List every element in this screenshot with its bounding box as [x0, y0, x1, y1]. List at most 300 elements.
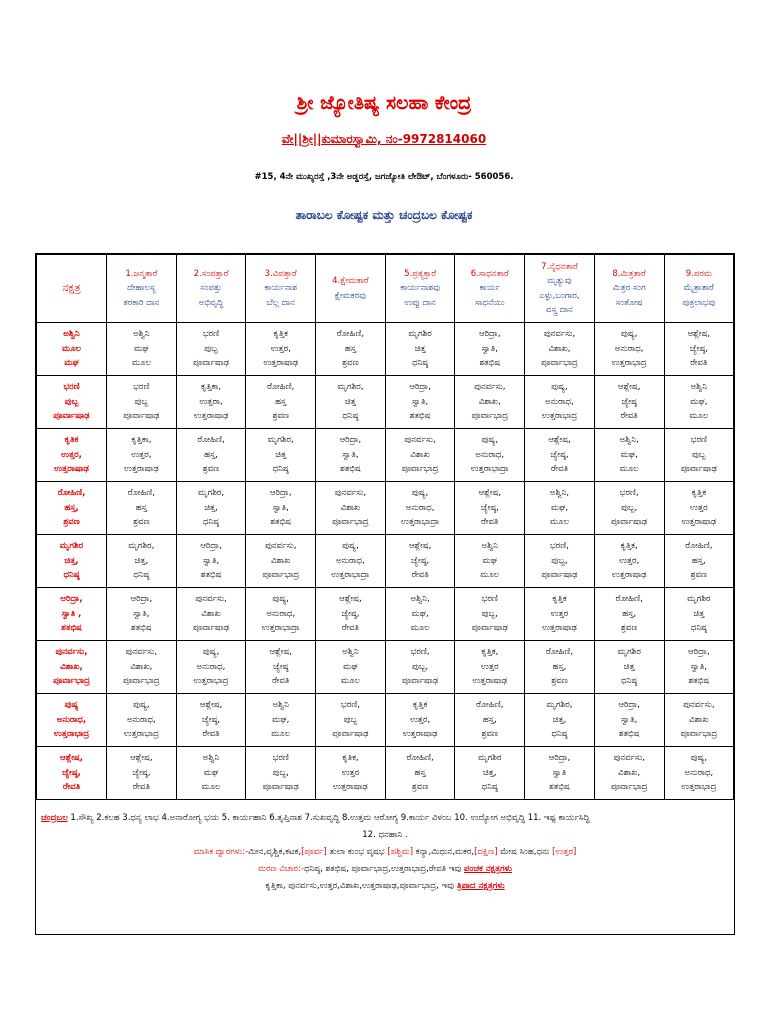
- cell-nakshatra: ಸ್ವಾತಿ: [552, 767, 567, 778]
- cell-nakshatra: ಶತಭಿಷ: [549, 782, 570, 793]
- table-row: [37, 482, 734, 535]
- table-cell: [664, 641, 734, 694]
- cell-nakshatra: ಪುನರ್ವಸು,: [334, 488, 367, 499]
- cell-nakshatra: ಶ್ರವಣ: [620, 623, 638, 634]
- tara-description: ಉಪ್ಪು ದಾನ: [404, 297, 436, 308]
- table-cell: [246, 641, 316, 694]
- cell-nakshatra: ಪುನರ್ವಸು,: [265, 541, 297, 552]
- tara-column-header: [594, 255, 664, 323]
- cell-nakshatra: ಮೂಲ: [480, 570, 500, 581]
- cell-nakshatra: ಶತಭಿಷ: [618, 729, 640, 740]
- table-row: [37, 588, 734, 641]
- table-cell: [246, 535, 316, 588]
- cell-nakshatra: ಮೃಗಶಿರ: [478, 753, 502, 764]
- table-cell: [664, 747, 734, 800]
- tara-column-header: [455, 255, 525, 323]
- cell-nakshatra: ಜ್ಯೇಷ್ಠ,: [201, 714, 221, 725]
- tara-name: 6.ಸಾಧನತಾರೆ: [470, 268, 509, 279]
- tara-description: ಸಂಪತ್ತು: [200, 283, 222, 294]
- cell-nakshatra: ಅಶ್ವಿನಿ: [690, 382, 708, 393]
- cell-nakshatra: ರೋಹಿಣಿ,: [545, 647, 574, 658]
- tripada-line: [36, 878, 734, 895]
- table-cell: [594, 641, 664, 694]
- cell-nakshatra: ಶತಭಿಷ: [131, 623, 152, 634]
- table-cell: [316, 376, 386, 429]
- cell-nakshatra: ಕೃತ್ತಿಕ: [273, 329, 288, 340]
- cell-nakshatra: ಉತ್ತರಾಭಾದ್ರಾ: [331, 570, 370, 581]
- contact-line: [0, 132, 768, 147]
- cell-nakshatra: ಅಶ್ವಿನಿ: [481, 541, 499, 552]
- nakshatra-name: ಕೃತಿಕ: [64, 435, 79, 446]
- cell-nakshatra: ಉತ್ತರಾಭಾದ್ರ: [123, 729, 159, 740]
- cell-nakshatra: ಪುನರ್ವಸು,: [125, 647, 158, 658]
- cell-nakshatra: ರೇವತಿ: [481, 517, 499, 528]
- cell-nakshatra: ಉತ್ತರಾಷಾಢ: [193, 411, 229, 422]
- cell-nakshatra: ಸ್ವಾತಿ,: [481, 343, 498, 354]
- cell-nakshatra: ಪೂರ್ವಾಷಾಢ: [680, 464, 717, 475]
- cell-nakshatra: ಕೃತ್ತಿಕಾ,: [200, 382, 222, 393]
- chandrabala-label: ಚಂದ್ರಬಲ: [41, 813, 68, 823]
- cell-nakshatra: ಅಶ್ವಿನಿ: [133, 329, 150, 340]
- masa-west: [ಪಶ್ಚಿಮ]: [387, 847, 414, 857]
- cell-nakshatra: ಪೂರ್ವಾಭಾದ್ರ: [332, 517, 369, 528]
- tara-name: 9.ಪರಮ: [685, 268, 712, 279]
- cell-nakshatra: ಮಘ: [203, 767, 219, 778]
- table-row: [37, 694, 734, 747]
- cell-nakshatra: ಆರಿದ್ರಾ,: [478, 329, 501, 340]
- nakshatra-name: ಮೃಗಶಿರ: [59, 541, 84, 552]
- cell-nakshatra: ಪುಷ್ಯ,: [481, 435, 499, 446]
- cell-nakshatra: ಚಿತ್ತ: [275, 449, 287, 460]
- cell-nakshatra: ಉತ್ತರ: [690, 502, 708, 513]
- cell-nakshatra: ಪುಬ್ಬ: [692, 449, 706, 460]
- cell-nakshatra: ಪೂರ್ವಾಷಾಢ: [192, 623, 230, 634]
- tara-name: 3.ವಿಪತ್ತಾರೆ: [264, 268, 297, 279]
- cell-nakshatra: ಸ್ವಾತಿ,: [202, 555, 220, 566]
- cell-nakshatra: ಕೃತ್ತಿಕ,: [481, 647, 499, 658]
- cell-nakshatra: ಸ್ವಾತಿ,: [690, 661, 707, 672]
- cell-nakshatra: ಪೂರ್ವಾಭಾದ್ರ: [471, 411, 509, 422]
- cell-nakshatra: ಉತ್ತರಾಷಾಢ: [611, 570, 647, 581]
- cell-nakshatra: ಮಘ: [343, 661, 358, 672]
- cell-nakshatra: ಪುಷ್ಯ,: [690, 753, 708, 764]
- cell-nakshatra: ಪೂರ್ವಾಷಾಢ: [332, 729, 369, 740]
- cell-nakshatra: ಮಘ,: [411, 608, 429, 619]
- cell-nakshatra: ಧನಿಷ್ಠ: [481, 782, 498, 793]
- table-cell: [525, 323, 595, 376]
- cell-nakshatra: ಧನಿಷ್ಠ: [412, 358, 429, 369]
- cell-nakshatra: ಪೂರ್ವಾಷಾಢ: [123, 411, 160, 422]
- table-cell: [594, 323, 664, 376]
- nakshatra-row-header: [37, 588, 107, 641]
- tara-description: ಕ್ಷೇಮಕರವು: [334, 290, 367, 301]
- table-cell: [107, 429, 177, 482]
- table-cell: [455, 641, 525, 694]
- table-cell: [664, 429, 734, 482]
- table-cell: [107, 323, 177, 376]
- tara-description: ಮೈತ್ರಾತಾರೆ: [683, 283, 714, 294]
- cell-nakshatra: ರೇವತಿ: [411, 570, 429, 581]
- table-cell: [594, 694, 664, 747]
- tripada-text: ಕೃತ್ತಿಕಾ, ಪುನರ್ವಸು,ಉತ್ತರ,ವಿಶಾಖ,ಉತ್ತರಾಷಾಢ,ಪೂರ್ವಾಭಾದ್ರ, ಇವು: [265, 881, 457, 891]
- table-cell: [316, 482, 386, 535]
- cell-nakshatra: ಆರಿದ್ರಾ,: [200, 541, 222, 552]
- table-cell: [594, 535, 664, 588]
- cell-nakshatra: ರೇವತಿ: [550, 464, 569, 475]
- cell-nakshatra: ಜ್ಯೇಷ್ಠ,: [550, 449, 569, 460]
- table-cell: [525, 535, 595, 588]
- table-cell: [455, 376, 525, 429]
- cell-nakshatra: ಧನಿಷ್ಠ: [272, 464, 289, 475]
- cell-nakshatra: ಹಸ್ತ: [135, 502, 147, 513]
- cell-nakshatra: ವಿಶಾಖ,: [618, 767, 641, 778]
- cell-nakshatra: ಹಸ್ತ,: [482, 714, 497, 725]
- cell-nakshatra: ಅಶ್ವಿನಿ: [202, 753, 220, 764]
- cell-nakshatra: ಪುಷ್ಯ,: [620, 329, 638, 340]
- cell-nakshatra: ಪೂರ್ವಾಭಾದ್ರ: [262, 570, 300, 581]
- cell-nakshatra: ಪುನರ್ವಸು,: [404, 435, 436, 446]
- table-cell: [455, 535, 525, 588]
- table-cell: [664, 694, 734, 747]
- nakshatra-row-header: [37, 535, 107, 588]
- cell-nakshatra: ಪುಬ್ಬ,: [551, 555, 568, 566]
- cell-nakshatra: ರೋಹಿಣಿ,: [336, 329, 365, 340]
- chandrabala-text: 1.ಸೌಖ್ಯ 2.ಕಲಹ 3.ಧನ್ಯ ಲಾಭ 4.ಅನಾರೋಗ್ಯ ಭಯ 5. ಕಾರ್ಯಹಾನಿ 6.ತೃಪ್ತಿನಾಶ 7.ಸುಖವೃದ್ಧಿ 8.ಉತ್ತಮ ಆರೋಗ್ಯ 9.ಕಾರ್ಯ ವಿಳಂಬ 10. ಉದ್ಯೋಗ ಅಭಿವೃದ್ಧಿ 11. ಇಷ್ಟ ಕಾರ್ಯಸಿದ್ಧಿ: [67, 813, 590, 823]
- cell-nakshatra: ಜ್ಯೇಷ್ಠ,: [689, 343, 708, 354]
- nakshatra-name: ಶ್ರವಣ: [63, 517, 80, 528]
- table-cell: [176, 323, 246, 376]
- table-row: [37, 641, 734, 694]
- tara-column-header: [176, 255, 246, 323]
- cell-nakshatra: ವಿಶಾಖ,: [478, 396, 501, 407]
- cell-nakshatra: ಉತ್ತರಾಷಾಢ: [333, 782, 368, 793]
- masa-part-4: ಮೇಷ ಸಿಂಹ,ಧನು: [497, 847, 553, 857]
- cell-nakshatra: ಉತ್ತರ: [341, 767, 360, 778]
- table-cell: [107, 376, 177, 429]
- cell-nakshatra: ಭರಣಿ,: [549, 541, 569, 552]
- tara-description: ಮಿತ್ರರ ಸಂಗ: [612, 283, 646, 294]
- cell-nakshatra: ಅನುರಾಧ,: [614, 343, 644, 354]
- nakshatra-name: ಆಶ್ಲೇಷ,: [59, 753, 84, 764]
- cell-nakshatra: ಉತ್ತರ,: [270, 343, 291, 354]
- nakshatra-name: ಸ್ವಾತಿ ,: [61, 608, 82, 619]
- cell-nakshatra: ಭರಣಿ: [133, 382, 150, 393]
- table-cell: [107, 535, 177, 588]
- cell-nakshatra: ರೇವತಿ: [620, 411, 638, 422]
- table-cell: [176, 376, 246, 429]
- table-cell: [176, 588, 246, 641]
- nakshatra-name: ಪುಬ್ಬ: [64, 396, 79, 407]
- cell-nakshatra: ಹಸ್ತ,: [622, 608, 637, 619]
- tara-description: ಬೆಲ್ಲ ದಾನ: [266, 297, 295, 308]
- table-cell: [525, 482, 595, 535]
- tara-name: 8.ಮಿತ್ರತಾರೆ: [612, 268, 646, 279]
- cell-nakshatra: ಮೂಲ: [549, 517, 569, 528]
- cell-nakshatra: ಉತ್ತರಾಷಾಢ: [472, 676, 508, 687]
- cell-nakshatra: ಪುಬ್ಬ: [134, 396, 149, 407]
- table-cell: [176, 535, 246, 588]
- cell-nakshatra: ಶತಭಿಷ: [479, 358, 501, 369]
- cell-nakshatra: ಜ್ಯೇಷ್ಠ,: [132, 767, 151, 778]
- table-cell: [316, 694, 386, 747]
- cell-nakshatra: ರೋಹಿಣಿ,: [197, 435, 225, 446]
- cell-nakshatra: ರೋಹಿಣಿ,: [685, 541, 713, 552]
- cell-nakshatra: ಪುನರ್ವಸು,: [613, 753, 645, 764]
- cell-nakshatra: ಪುಷ್ಯ,: [272, 594, 289, 605]
- tara-description: ಅಭಿವೃದ್ಧಿ: [198, 297, 224, 308]
- table-cell: [594, 429, 664, 482]
- cell-nakshatra: ಮಘ: [482, 555, 498, 566]
- table-row: [37, 376, 734, 429]
- table-cell: [246, 429, 316, 482]
- masa-south: [ದಕ್ಷಿಣ]: [474, 847, 498, 857]
- cell-nakshatra: ಸ್ವಾತಿ,: [133, 608, 150, 619]
- nakshatra-row-header: [37, 482, 107, 535]
- cell-nakshatra: ಉತ್ತರಾಭಾದ್ರ: [611, 358, 647, 369]
- address-line: #15, 4ನೇ ಮುಖ್ಯರಸ್ತೆ ,3ನೇ ಅಡ್ಡರಸ್ತೆ, ಜಗಜ್ಯೋತಿ ಲೇಔಟ್, ಬೆಂಗಳೂರು- 560056.: [254, 172, 514, 182]
- cell-nakshatra: ಅಶ್ವಿನಿ,: [410, 594, 430, 605]
- tara-description: ಕಾರ್ಯ: [479, 283, 500, 294]
- cell-nakshatra: ಆರಿದ್ರಾ,: [130, 594, 153, 605]
- cell-nakshatra: ಪುಷ್ಯ,: [202, 647, 220, 658]
- cell-nakshatra: ಮೂಲ: [340, 676, 360, 687]
- table-cell: [594, 482, 664, 535]
- cell-nakshatra: ಮಘ,: [272, 714, 290, 725]
- cell-nakshatra: ರೋಹಿಣಿ,: [127, 488, 155, 499]
- cell-nakshatra: ಉತ್ತರಾಷಾಢ: [542, 623, 577, 634]
- cell-nakshatra: ಕೃತ್ತಿಕಾ,: [131, 435, 152, 446]
- cell-nakshatra: ಉತ್ತರಾಷಾಢ: [681, 517, 717, 528]
- cell-nakshatra: ಪುಬ್ಬ: [204, 343, 218, 354]
- table-cell: [525, 429, 595, 482]
- cell-nakshatra: ಶ್ರವಣ: [133, 517, 150, 528]
- panchaka-label: ಪಂಚಕ ನಕ್ಷತ್ರಗಳು: [464, 864, 512, 874]
- tara-name: 2.ಸಂಪತ್ತಾರೆ: [193, 268, 229, 279]
- cell-nakshatra: ಮೃಗಶಿರ: [408, 329, 432, 340]
- cell-nakshatra: ಪುಷ್ಯ,: [551, 382, 568, 393]
- nakshatra-name: ಮಘ: [64, 358, 79, 369]
- table-cell: [525, 376, 595, 429]
- nakshatra-name: ಆರಿದ್ರಾ,: [60, 594, 83, 605]
- cell-nakshatra: ಶ್ರವಣ: [690, 570, 708, 581]
- cell-nakshatra: ಪೂರ್ವಾಷಾಢ: [401, 676, 439, 687]
- cell-nakshatra: ಅಶ್ವಿನಿ: [342, 647, 359, 658]
- cell-nakshatra: ಶ್ರವಣ: [411, 782, 429, 793]
- cell-nakshatra: ಜ್ಯೇಷ್ಠ,: [411, 555, 430, 566]
- cell-nakshatra: ಶ್ರವಣ: [202, 464, 220, 475]
- table-cell: [385, 747, 455, 800]
- cell-nakshatra: ರೋಹಿಣಿ,: [267, 382, 295, 393]
- cell-nakshatra: ಕೃತ್ತಿಕ: [691, 488, 707, 499]
- cell-nakshatra: ಸ್ವಾತಿ,: [272, 502, 289, 513]
- table-cell: [594, 376, 664, 429]
- cell-nakshatra: ಶ್ರವಣ: [551, 676, 568, 687]
- masa-part-1: ಮೀನ,ವೃಶ್ಚಿಕ,ಕಟಕ,: [248, 847, 302, 857]
- table-cell: [455, 429, 525, 482]
- cell-nakshatra: ವಿಶಾಖ: [340, 502, 361, 513]
- nakshatra-row-header: [37, 694, 107, 747]
- cell-nakshatra: ಧನಿಷ್ಠ: [133, 570, 150, 581]
- table-cell: [176, 482, 246, 535]
- cell-nakshatra: ಉತ್ತರ,: [131, 449, 152, 460]
- cell-nakshatra: ಪುಷ್ಯ,: [342, 541, 359, 552]
- cell-nakshatra: ಆರಿದ್ರಾ,: [688, 647, 710, 658]
- table-cell: [246, 323, 316, 376]
- tara-description: ಎಳ್ಳು,ಬಂಗಾರ,: [539, 290, 580, 301]
- cell-nakshatra: ಮೃಗಶಿರ,: [337, 382, 364, 393]
- table-cell: [385, 694, 455, 747]
- table-cell: [316, 535, 386, 588]
- cell-nakshatra: ಹಸ್ತ: [414, 767, 426, 778]
- table-cell: [385, 376, 455, 429]
- cell-nakshatra: ಅನುರಾಧ,: [405, 502, 435, 513]
- tara-description: ಮೃತ್ಯುವು: [547, 276, 572, 286]
- masa-north: [ಉತ್ತರ]: [552, 847, 577, 857]
- cell-nakshatra: ವಿಶಾಖ: [201, 608, 221, 619]
- cell-nakshatra: ಮಘ: [134, 343, 149, 354]
- cell-nakshatra: ಚಿತ್ತ: [344, 396, 356, 407]
- cell-nakshatra: ಜ್ಯೇಷ್ಠ,: [341, 608, 360, 619]
- cell-nakshatra: ಮಘ,: [550, 502, 569, 513]
- cell-nakshatra: ಪೂರ್ವಾಭಾದ್ರ: [610, 782, 648, 793]
- table-cell: [385, 535, 455, 588]
- table-row: [37, 429, 734, 482]
- cell-nakshatra: ಉತ್ತರ,: [619, 555, 640, 566]
- cell-nakshatra: ಧನಿಷ್ಠ: [621, 676, 638, 687]
- tara-name: 1.ಜನ್ಮತಾರೆ: [125, 268, 158, 279]
- cell-nakshatra: ಭರಣಿ: [481, 594, 498, 605]
- nakshatra-name: ರೇವತಿ: [62, 782, 81, 793]
- table-cell: [455, 482, 525, 535]
- cell-nakshatra: ಶ್ರವಣ: [342, 358, 359, 369]
- tara-column-header: [246, 255, 316, 323]
- cell-nakshatra: ಉತ್ತರಾಭಾದ್ರ: [541, 411, 578, 422]
- table-cell: [246, 747, 316, 800]
- cell-nakshatra: ವಿಶಾಖ: [271, 555, 291, 566]
- cell-nakshatra: ಆರಿದ್ರಾ,: [409, 382, 431, 393]
- cell-nakshatra: ಭರಣಿ,: [619, 488, 639, 499]
- cell-nakshatra: ಆಶ್ಲೇಷ,: [130, 753, 153, 764]
- cell-nakshatra: ರೇವತಿ: [132, 782, 150, 793]
- table-cell: [316, 641, 386, 694]
- table-cell: [316, 323, 386, 376]
- table-cell: [246, 694, 316, 747]
- tara-name: 5.ಪ್ರತ್ಯಕ್ತಾರೆ: [404, 268, 437, 279]
- marana-line: [36, 861, 734, 878]
- nakshatra-name: ಪುನರ್ವಸು,: [55, 647, 88, 658]
- cell-nakshatra: ಅನುರಾಧ,: [196, 661, 226, 672]
- table-cell: [385, 641, 455, 694]
- cell-nakshatra: ಭರಣಿ,: [410, 647, 430, 658]
- masa-part-3: ಕನ್ಯಾ,ಮಿಥುನ,ಮಕರ,: [413, 847, 475, 857]
- nakshatra-name: ಪುಷ್ಯ: [64, 700, 79, 711]
- footer-notes: [36, 810, 734, 895]
- nakshatra-name: ಧನಿಷ್ಠ: [63, 570, 80, 581]
- cell-nakshatra: ಹಸ್ತ: [275, 396, 287, 407]
- nakshatra-row-header: [37, 747, 107, 800]
- masa-east: [ಪೂರ್ವ]: [301, 847, 327, 857]
- cell-nakshatra: ಪೂರ್ವಾಷಾಢ: [192, 358, 230, 369]
- table-cell: [385, 323, 455, 376]
- cell-nakshatra: ಅಶ್ವಿನಿ,: [549, 488, 570, 499]
- cell-nakshatra: ಮೃಗಶಿರ,: [267, 435, 294, 446]
- table-cell: [455, 588, 525, 641]
- tara-column-header: [316, 255, 386, 323]
- cell-nakshatra: ಚಿತ್ತ: [414, 343, 426, 354]
- table-cell: [176, 747, 246, 800]
- nakshatra-name: ಪೂರ್ವಾಭಾದ್ರ: [53, 676, 90, 687]
- cell-nakshatra: ಆಶ್ಲೇಷ,: [617, 382, 641, 393]
- cell-nakshatra: ಉತ್ತರ,: [409, 714, 431, 725]
- cell-nakshatra: ಪುಬ್ಬ,: [481, 608, 498, 619]
- cell-nakshatra: ಪುಷ್ಯ,: [133, 700, 150, 711]
- chandrabala-line-2: 12. ಧನಹಾನಿ .: [362, 830, 408, 840]
- cell-nakshatra: ಮಘ,: [690, 396, 708, 407]
- tara-description: ಸಂತೋಷ: [615, 297, 643, 308]
- chandrabala-line: [36, 810, 734, 827]
- cell-nakshatra: ಶ್ರವಣ: [481, 729, 499, 740]
- nakshatra-name: ಚಿತ್ತ,: [64, 555, 79, 566]
- nakshatra-name: ಉತ್ತರಾಭಾದ್ರ: [53, 729, 90, 740]
- cell-nakshatra: ರೇವತಿ: [341, 623, 360, 634]
- cell-nakshatra: ಚಿತ್ತ: [623, 661, 635, 672]
- cell-nakshatra: ಧನಿಷ್ಠ: [203, 517, 220, 528]
- cell-nakshatra: ಉತ್ತರಾಭಾದ್ರಾ: [470, 464, 509, 475]
- cell-nakshatra: ಚಿತ್ತ,: [134, 555, 149, 566]
- table-cell: [385, 588, 455, 641]
- cell-nakshatra: ಮೂಲ: [619, 464, 639, 475]
- cell-nakshatra: ಸ್ವಾತಿ,: [621, 714, 638, 725]
- cell-nakshatra: ಪೂರ್ವಾಭಾದ್ರ: [401, 464, 439, 475]
- contact-text: ವೇ||ಶ್ರೀ||ಕುಮಾರಸ್ವಾಮಿ, ನಂ-9972814060: [281, 132, 487, 146]
- table-cell: [664, 535, 734, 588]
- cell-nakshatra: ಪೂರ್ವಾಭಾದ್ರ: [123, 676, 160, 687]
- page-title: ಶ್ರೀ ಜ್ಯೋತಿಷ್ಯ ಸಲಹಾ ಕೇಂದ್ರ: [296, 92, 472, 114]
- cell-nakshatra: ಹಸ್ತ,: [204, 449, 218, 460]
- cell-nakshatra: ಉತ್ತರ: [480, 661, 499, 672]
- cell-nakshatra: ಜ್ಯೇಷ್ಠ,: [480, 502, 499, 513]
- cell-nakshatra: ಶತಭಿಷ: [688, 676, 710, 687]
- marana-label: ಮರಣ ವಿಚಾರ:-: [258, 864, 305, 874]
- cell-nakshatra: ರೇವತಿ: [272, 676, 290, 687]
- tara-name: 7.ನೈಧನತಾರೆ: [541, 261, 578, 272]
- cell-nakshatra: ಚಿತ್ತ,: [204, 502, 218, 513]
- cell-nakshatra: ಭರಣಿ: [202, 329, 220, 340]
- cell-nakshatra: ವಿಶಾಖ: [689, 714, 709, 725]
- table-cell: [525, 694, 595, 747]
- cell-nakshatra: ಆರಿದ್ರಾ,: [548, 753, 571, 764]
- cell-nakshatra: ಮೃಗಶಿರ,: [128, 541, 155, 552]
- cell-nakshatra: ಪೂರ್ವಾಷಾಢ: [471, 623, 508, 634]
- cell-nakshatra: ಅನುರಾಧ,: [336, 555, 365, 566]
- table-cell: [525, 747, 595, 800]
- cell-nakshatra: ಶತಭಿಷ: [340, 464, 361, 475]
- cell-nakshatra: ಧನಿಷ್ಠ: [342, 411, 359, 422]
- cell-nakshatra: ಮೃಗಶಿರ: [687, 594, 711, 605]
- cell-nakshatra: ಅನುರಾಧ,: [126, 714, 156, 725]
- cell-nakshatra: ಆಶ್ಲೇಷ,: [199, 700, 223, 711]
- cell-nakshatra: ಮೂಲ: [689, 411, 709, 422]
- nakshatra-name: ಅನುರಾಧ,: [56, 714, 87, 725]
- tara-description: ಪುತ್ರಲಾಭವು: [682, 297, 716, 308]
- cell-nakshatra: ಮೃಗಶಿರ,: [197, 488, 225, 499]
- cell-nakshatra: ಪುನರ್ವಸು,: [474, 382, 506, 393]
- cell-nakshatra: ಆಶ್ಲೇಷ,: [478, 488, 502, 499]
- tara-description: ವಸ್ತ್ರ ದಾನ: [546, 305, 573, 315]
- nakshatra-name: ಹಸ್ತ,: [64, 502, 79, 513]
- nakshatra-name: ರೋಹಿಣಿ,: [57, 488, 86, 499]
- nakshatra-name: ಮೂಲ: [61, 343, 81, 354]
